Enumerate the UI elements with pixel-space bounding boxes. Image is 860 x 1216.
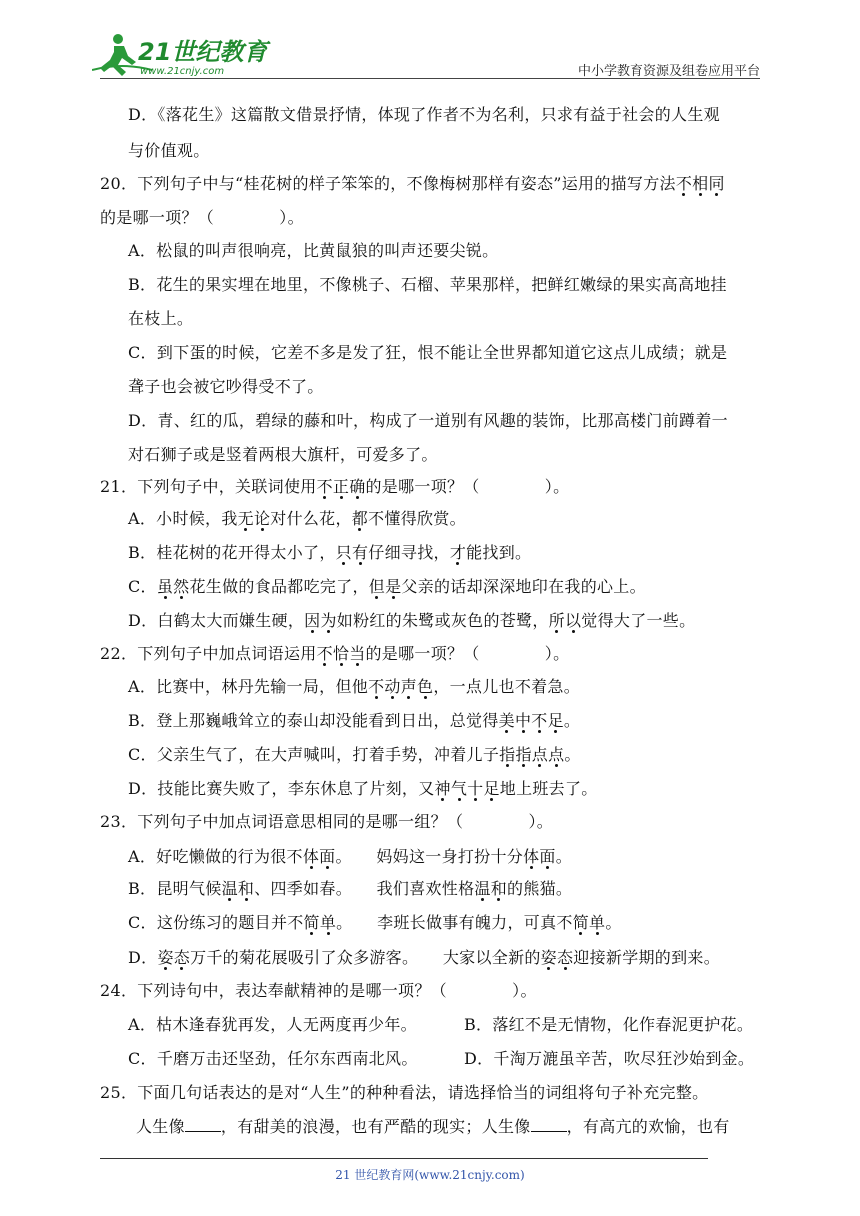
- emphasis-dots: 不正确: [316, 477, 366, 496]
- option-d: D．青、红的瓜，碧绿的藤和叶，构成了一道别有风趣的装饰，比那高楼门前蹲着一: [128, 411, 728, 430]
- option-b: B．花生的果实埋在地里，不像桃子、石榴、苹果那样，把鲜红嫩绿的果实高高地挂: [128, 275, 727, 294]
- option-c: C．千磨万击还坚劲，任尔东西南北风。: [128, 1049, 418, 1068]
- option-d-line1: D．《落花生》这篇散文借景抒情，体现了作者不为名利，只求有益于社会的人生观: [128, 105, 720, 124]
- option-b: B．落红不是无情物，化作春泥更护花。: [464, 1015, 754, 1034]
- option-b: B．桂花树的花开得太小了，只有仔细寻找，才能找到。: [128, 543, 532, 562]
- logo: [92, 32, 282, 80]
- question-25-sentence: 人生像 ，有甜美的浪漫，也有严酷的现实；人生像 ，有高亢的欢愉，也有: [136, 1117, 730, 1136]
- option-b: B．昆明气候温和、四季如春。 我们喜欢性格温和的熊猫。: [128, 879, 573, 898]
- header-divider: [100, 78, 760, 79]
- option-a: A．小时候，我无论对什么花，都不懂得欣赏。: [128, 509, 466, 528]
- footer-divider: [100, 1158, 708, 1159]
- option-b: B．登上那巍峨耸立的泰山却没能看到日出，总觉得美中不足。: [128, 711, 581, 730]
- platform-name: 中小学教育资源及组卷应用平台: [577, 64, 760, 79]
- option-a: A．比赛中，林丹先输一局，但他不动声色，一点儿也不着急。: [128, 677, 581, 696]
- option-b-cont: 在枝上。: [128, 309, 194, 328]
- question-20: 20．下列句子中与“桂花树的样子笨笨的，不像梅树那样有姿态”运用的描写方法不相同: [100, 174, 725, 193]
- question-22: 22．下列句子中加点词语运用不恰当的是哪一项？（ ）。: [100, 644, 570, 663]
- question-24: 24．下列诗句中，表达奉献精神的是哪一项？（ ）。: [100, 981, 537, 1000]
- option-c: C．父亲生气了，在大声喊叫，打着手势，冲着儿子指指点点。: [128, 745, 581, 764]
- answer-blank: [185, 1117, 221, 1132]
- option-a: A．枯木逢春犹再发，人无两度再少年。: [128, 1015, 417, 1034]
- footer-text: 21 世纪教育网(www.21cnjy.com): [335, 1168, 525, 1182]
- answer-blank: [531, 1117, 567, 1132]
- svg-text:21世纪教育: 21世纪教育: [138, 38, 268, 66]
- option-d: D．千淘万漉虽辛苦，吹尽狂沙始到金。: [464, 1049, 755, 1068]
- option-c: C．到下蛋的时候，它差不多是发了狂，恨不能让全世界都知道它这点儿成绩；就是: [128, 343, 728, 362]
- option-c: C．这份练习的题目并不简单。 李班长做事有魄力，可真不简单。: [128, 913, 622, 932]
- question-25: 25．下面几句话表达的是对“人生”的种种看法，请选择恰当的词组将句子补充完整。: [100, 1083, 709, 1102]
- option-a: A．好吃懒做的行为很不体面。 妈妈这一身打扮十分体面。: [128, 847, 573, 866]
- question-20-cont: 的是哪一项？（ ）。: [100, 208, 304, 227]
- option-c: C．虽然花生做的食品都吃完了，但是父亲的话却深深地印在我的心上。: [128, 577, 646, 596]
- option-d: D．姿态万千的菊花展吸引了众多游客。 大家以全新的姿态迎接新学期的到来。: [128, 948, 720, 967]
- option-d: D．技能比赛失败了，李东休息了片刻，又神气十足地上班去了。: [128, 779, 598, 798]
- option-a: A．松鼠的叫声很响亮，比黄鼠狼的叫声还要尖锐。: [128, 241, 499, 260]
- question-23: 23．下列句子中加点词语意思相同的是哪一组？（ ）。: [100, 812, 554, 831]
- option-c-cont: 聋子也会被它吵得受不了。: [128, 377, 324, 396]
- emphasis-dots: 不相同: [675, 174, 725, 193]
- option-d-line2: 与价值观。: [128, 141, 210, 160]
- page-header: [0, 0, 860, 90]
- svg-text:www.21cnjy.com: www.21cnjy.com: [140, 66, 225, 77]
- question-21: 21．下列句子中，关联词使用不正确的是哪一项？（ ）。: [100, 477, 570, 496]
- option-d: D．白鹤太大而嫌生硬，因为如粉红的朱鹭或灰色的苍鹭，所以觉得大了一些。: [128, 611, 696, 630]
- option-d-cont: 对石狮子或是竖着两根大旗杆，可爱多了。: [128, 445, 438, 464]
